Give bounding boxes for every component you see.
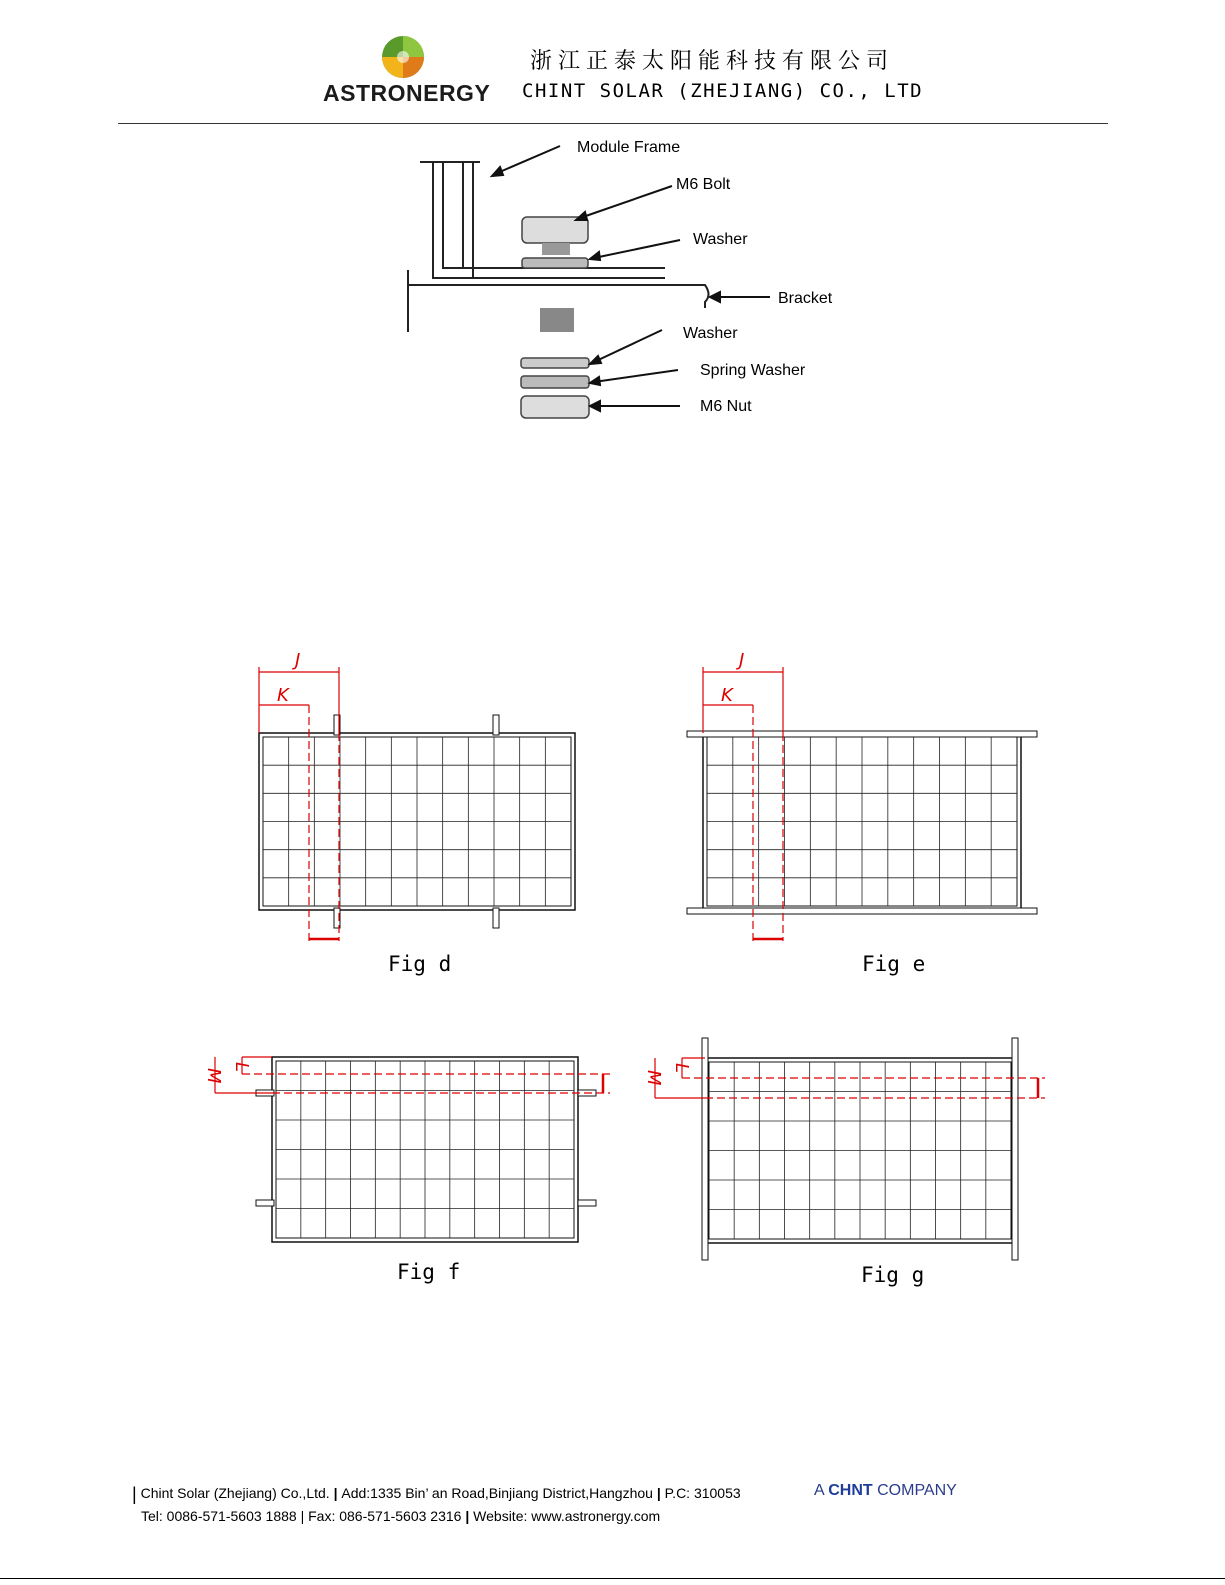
footer-company: Chint Solar (Zhejiang) Co.,Ltd. — [140, 1485, 330, 1501]
mounting-rail-stub — [578, 1200, 596, 1206]
figure-f-diagram — [190, 1040, 610, 1250]
label-spring-washer: Spring Washer — [700, 362, 806, 379]
logo-text: ASTRONERGY — [323, 80, 491, 106]
label-washer-bottom: Washer — [683, 325, 738, 342]
company-logo — [380, 34, 426, 80]
label-m6-bolt: M6 Bolt — [676, 176, 731, 193]
mounting-rail-stub — [493, 715, 499, 735]
figure-e-diagram — [680, 645, 1050, 945]
figure-g-diagram — [630, 1030, 1055, 1270]
chint-brand: CHNT — [828, 1482, 873, 1499]
mounting-diagram — [400, 130, 860, 430]
dimension-label-outer: M — [643, 1070, 664, 1086]
caption-fig-g: Fig g — [861, 1263, 925, 1287]
caption-fig-d: Fig d — [388, 952, 452, 976]
mounting-rail-stub — [256, 1200, 274, 1206]
dimension-label-outer: M — [203, 1068, 224, 1084]
label-washer-top: Washer — [693, 231, 748, 248]
caption-fig-e: Fig e — [862, 952, 926, 976]
dimension-label-outer: J — [295, 650, 301, 671]
header-divider — [118, 123, 1108, 124]
company-name-en: CHINT SOLAR (ZHEJIANG) CO., LTD — [522, 80, 924, 102]
label-m6-nut: M6 Nut — [700, 398, 752, 415]
mounting-rail-top — [687, 731, 1037, 737]
footer-line-1: | Chint Solar (Zhejiang) Co.,Ltd. | Add:1335 Bin’ an Road,Binjiang District,Hangzhou | P.C: 310053 — [132, 1484, 741, 1504]
label-bracket: Bracket — [778, 290, 833, 307]
footer-chint-badge: A CHNT COMPANY — [814, 1482, 957, 1499]
footer-line-2: Tel: 0086-571-5603 1888 | Fax: 086-571-5603 2316 | Website: www.astronergy.com — [141, 1508, 661, 1524]
dimension-label-inner: L — [671, 1063, 692, 1074]
footer-address: Add:1335 Bin’ an Road,Binjiang District,Hangzhou — [341, 1485, 653, 1501]
mounting-rail-stub — [493, 908, 499, 928]
footer-website[interactable]: Website: www.astronergy.com — [473, 1508, 661, 1524]
page-bottom-rule — [0, 1578, 1225, 1579]
dimension-label-outer: J — [739, 650, 745, 671]
caption-fig-f: Fig f — [397, 1260, 461, 1284]
label-module-frame: Module Frame — [577, 139, 681, 156]
mounting-rail-right — [1012, 1038, 1018, 1260]
footer-fax: Fax: 086-571-5603 2316 — [308, 1508, 462, 1524]
footer-tel: Tel: 0086-571-5603 1888 — [141, 1508, 297, 1524]
dimension-label-inner: K — [277, 685, 289, 706]
mounting-rail-left — [702, 1038, 708, 1260]
dimension-label-inner: L — [231, 1062, 252, 1073]
dimension-label-inner: K — [721, 685, 733, 706]
mounting-rail-bottom — [687, 908, 1037, 914]
footer-postcode: P.C: 310053 — [664, 1485, 741, 1501]
figure-d-diagram — [250, 645, 590, 945]
company-name-cn: 浙江正泰太阳能科技有限公司 — [530, 49, 895, 74]
